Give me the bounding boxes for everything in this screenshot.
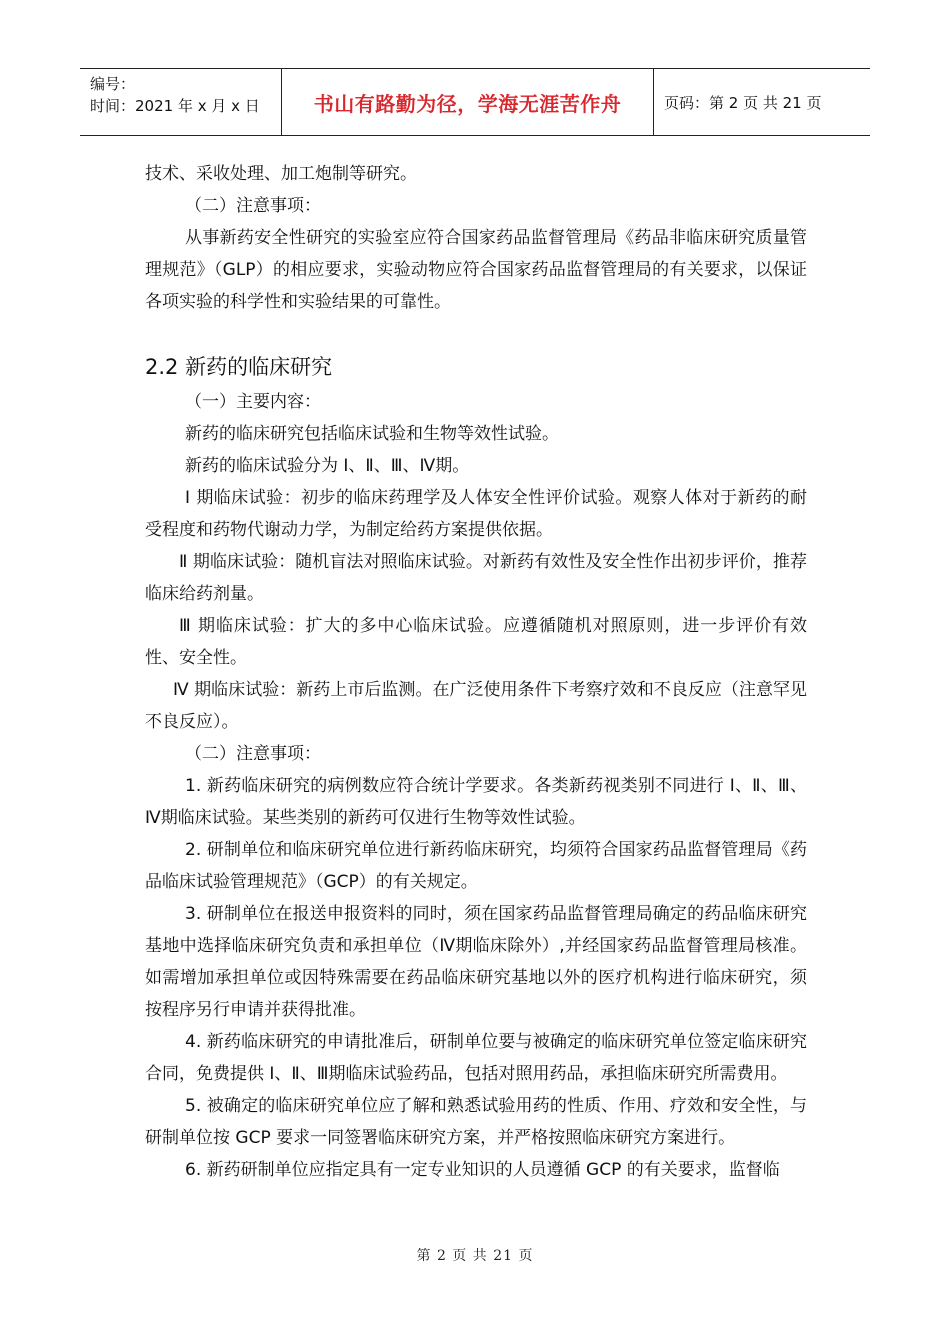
header-page-info-cell xyxy=(654,69,870,135)
paragraph: Ⅱ 期临床试验：随机盲法对照临床试验。对新药有效性及安全性作出初步评价，推荐临床给药剂量。 xyxy=(145,552,807,604)
list-item: 6. 新药研制单位应指定具有一定专业知识的人员遵循 GCP 的有关要求，监督临 xyxy=(185,1160,780,1180)
page-footer xyxy=(0,1245,950,1265)
paragraph: Ⅰ 期临床试验：初步的临床药理学及人体安全性评价试验。观察人体对于新药的耐受程度和药物代谢动力学，为制定给药方案提供依据。 xyxy=(145,488,807,540)
page-header xyxy=(80,68,870,136)
header-page-info: 页码：第 2 页 共 21 页 xyxy=(664,93,822,112)
paragraph: 新药的临床试验分为 Ⅰ、Ⅱ、Ⅲ、Ⅳ期。 xyxy=(185,456,470,476)
document-number-label: 编号： xyxy=(90,75,136,93)
list-item: 1. 新药临床研究的病例数应符合统计学要求。各类新药视类别不同进行 Ⅰ、Ⅱ、Ⅲ、Ⅳ期临床试验。某些类别的新药可仅进行生物等效性试验。 xyxy=(145,776,807,828)
subheading: （二）注意事项： xyxy=(185,744,321,764)
paragraph: Ⅲ 期临床试验：扩大的多中心临床试验。应遵循随机对照原则，进一步评价有效性、安全性。 xyxy=(145,616,807,668)
subheading: （一）主要内容： xyxy=(185,392,321,412)
list-item: 2. 研制单位和临床研究单位进行新药临床研究，均须符合国家药品监督管理局《药品临床试验管理规范》（GCP）的有关规定。 xyxy=(145,840,807,892)
header-motto-cell xyxy=(282,69,654,135)
list-item: 3. 研制单位在报送申报资料的同时，须在国家药品监督管理局确定的药品临床研究基地中选择临床研究负责和承担单位（Ⅳ期临床除外）,并经国家药品监督管理局核准。如需增加承担单位或因特殊需要在药品临床研究基地以外的医疗机构进行临床研究，须按程序另行申请并获得批准。 xyxy=(145,904,807,1020)
subheading: （二）注意事项： xyxy=(185,196,321,216)
list-item: 4. 新药临床研究的申请批准后，研制单位要与被确定的临床研究单位签定临床研究合同，免费提供 Ⅰ、Ⅱ、Ⅲ期临床试验药品，包括对照用药品，承担临床研究所需费用。 xyxy=(145,1032,807,1084)
paragraph: 技术、采收处理、加工炮制等研究。 xyxy=(145,164,417,184)
section-title: 2.2 新药的临床研究 xyxy=(145,355,333,379)
paragraph: 新药的临床研究包括临床试验和生物等效性试验。 xyxy=(185,424,559,444)
paragraph: Ⅳ 期临床试验：新药上市后监测。在广泛使用条件下考察疗效和不良反应（注意罕见不良反应）。 xyxy=(145,680,807,732)
header-motto: 书山有路勤为径，学海无涯苦作舟 xyxy=(313,91,622,116)
header-meta xyxy=(80,69,282,135)
list-item: 5. 被确定的临床研究单位应了解和熟悉试验用药的性质、作用、疗效和安全性，与研制单位按 GCP 要求一同签署临床研究方案，并严格按照临床研究方案进行。 xyxy=(145,1096,807,1148)
footer-page-number: 第 2 页 共 21 页 xyxy=(416,1248,534,1264)
document-date: 时间：2021 年 x 月 x 日 xyxy=(90,97,260,115)
document-body xyxy=(145,158,807,1186)
paragraph: 从事新药安全性研究的实验室应符合国家药品监督管理局《药品非临床研究质量管理规范》（GLP）的相应要求，实验动物应符合国家药品监督管理局的有关要求，以保证各项实验的科学性和实验结果的可靠性。 xyxy=(145,228,807,312)
